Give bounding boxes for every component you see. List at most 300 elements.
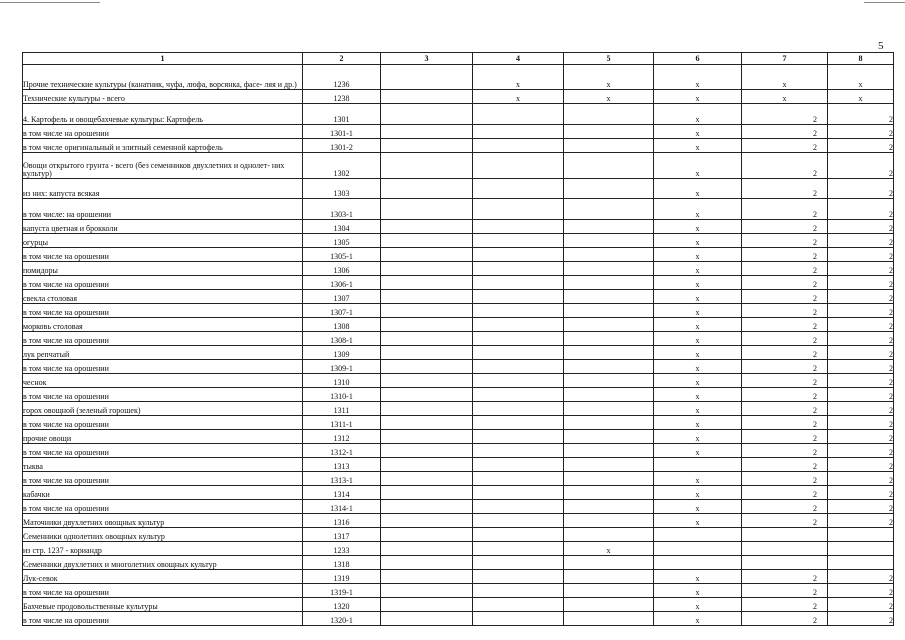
- cell-col6: x: [654, 584, 742, 598]
- row-label: в том числе на орошении: [23, 472, 303, 486]
- row-code: 1311-1: [303, 416, 381, 430]
- cell-col4: [473, 416, 564, 430]
- table-row: [23, 199, 894, 220]
- cell-col6: x: [654, 500, 742, 514]
- table-row: [23, 360, 894, 374]
- cell-col5: [564, 290, 654, 304]
- table-row: [23, 220, 894, 234]
- cell-col4: [473, 276, 564, 290]
- cell-col8: 2: [828, 199, 894, 220]
- cell-col7: 2: [742, 402, 828, 416]
- row-label: свекла столовая: [23, 290, 303, 304]
- cell-col4: [473, 234, 564, 248]
- cell-col5: [564, 514, 654, 528]
- row-label: прочие овощи: [23, 430, 303, 444]
- cell-col6: [654, 542, 742, 556]
- cell-col7: 2: [742, 139, 828, 153]
- cell-col7: 2: [742, 458, 828, 472]
- table-row: [23, 104, 894, 125]
- row-code: 1301: [303, 104, 381, 125]
- cell-col6: x: [654, 304, 742, 318]
- cell-col7: x: [742, 90, 828, 104]
- cell-col6: x: [654, 125, 742, 139]
- cell-col5: [564, 332, 654, 346]
- cell-col8: [828, 542, 894, 556]
- cell-col6: x: [654, 220, 742, 234]
- column-header: 8: [828, 53, 894, 65]
- cell-col7: 2: [742, 179, 828, 199]
- cell-col6: x: [654, 318, 742, 332]
- cell-col6: x: [654, 486, 742, 500]
- table-row: [23, 430, 894, 444]
- table-row: [23, 542, 894, 556]
- column-number-row: [23, 53, 894, 65]
- cell-col6: x: [654, 262, 742, 276]
- row-code: 1301-2: [303, 139, 381, 153]
- row-code: 1310: [303, 374, 381, 388]
- cell-col3: [381, 570, 473, 584]
- cell-col7: 2: [742, 199, 828, 220]
- cell-col5: [564, 248, 654, 262]
- cell-col8: 2: [828, 179, 894, 199]
- cell-col3: [381, 416, 473, 430]
- cell-col8: 2: [828, 584, 894, 598]
- cell-col4: [473, 220, 564, 234]
- cell-col8: 2: [828, 290, 894, 304]
- cell-col4: [473, 388, 564, 402]
- cell-col8: 2: [828, 276, 894, 290]
- cell-col6: [654, 528, 742, 542]
- cell-col7: 2: [742, 125, 828, 139]
- cell-col4: [473, 346, 564, 360]
- row-code: 1236: [303, 65, 381, 90]
- cell-col8: 2: [828, 612, 894, 626]
- cell-col5: [564, 402, 654, 416]
- cell-col3: [381, 179, 473, 199]
- column-header: 2: [303, 53, 381, 65]
- cell-col3: [381, 304, 473, 318]
- table-row: [23, 276, 894, 290]
- cell-col8: 2: [828, 104, 894, 125]
- cell-col7: [742, 542, 828, 556]
- cell-col7: 2: [742, 374, 828, 388]
- row-label: Бахчевые продовольственные культуры: [23, 598, 303, 612]
- cell-col4: [473, 556, 564, 570]
- row-label: горох овощной (зеленый горошек): [23, 402, 303, 416]
- cell-col4: [473, 514, 564, 528]
- cell-col3: [381, 360, 473, 374]
- cell-col3: [381, 598, 473, 612]
- cell-col8: 2: [828, 416, 894, 430]
- table-row: [23, 318, 894, 332]
- table-row: [23, 528, 894, 542]
- table-row: [23, 125, 894, 139]
- cell-col8: 2: [828, 570, 894, 584]
- column-header: 4: [473, 53, 564, 65]
- table-row: [23, 598, 894, 612]
- cell-col3: [381, 612, 473, 626]
- cell-col5: [564, 430, 654, 444]
- page-number: 5: [878, 40, 884, 52]
- cell-col3: [381, 430, 473, 444]
- row-label: морковь столовая: [23, 318, 303, 332]
- cell-col5: [564, 304, 654, 318]
- table-row: [23, 612, 894, 626]
- cell-col4: [473, 500, 564, 514]
- cell-col5: x: [564, 65, 654, 90]
- cell-col8: 2: [828, 514, 894, 528]
- cell-col3: [381, 104, 473, 125]
- cell-col6: x: [654, 234, 742, 248]
- row-code: 1320: [303, 598, 381, 612]
- row-label: огурцы: [23, 234, 303, 248]
- cell-col4: [473, 262, 564, 276]
- cell-col6: x: [654, 388, 742, 402]
- cell-col7: 2: [742, 276, 828, 290]
- column-header: 3: [381, 53, 473, 65]
- cell-col8: 2: [828, 388, 894, 402]
- cell-col4: [473, 542, 564, 556]
- table-row: [23, 570, 894, 584]
- cell-col4: [473, 153, 564, 179]
- cell-col6: x: [654, 360, 742, 374]
- row-label: в том числе на орошении: [23, 612, 303, 626]
- cell-col4: [473, 402, 564, 416]
- row-code: 1307-1: [303, 304, 381, 318]
- cell-col8: 2: [828, 139, 894, 153]
- table-row: [23, 332, 894, 346]
- cell-col3: [381, 125, 473, 139]
- row-code: 1304: [303, 220, 381, 234]
- cell-col8: 2: [828, 248, 894, 262]
- cell-col3: [381, 556, 473, 570]
- cell-col7: 2: [742, 304, 828, 318]
- cell-col8: 2: [828, 304, 894, 318]
- cell-col6: x: [654, 65, 742, 90]
- row-label: в том числе на орошении: [23, 388, 303, 402]
- cell-col4: [473, 199, 564, 220]
- row-code: 1309-1: [303, 360, 381, 374]
- cell-col4: [473, 570, 564, 584]
- cell-col5: [564, 598, 654, 612]
- cell-col4: [473, 360, 564, 374]
- cell-col4: [473, 486, 564, 500]
- cell-col5: [564, 125, 654, 139]
- row-label: тыква: [23, 458, 303, 472]
- cell-col6: x: [654, 139, 742, 153]
- cell-col5: [564, 262, 654, 276]
- cell-col7: 2: [742, 388, 828, 402]
- report-table: [22, 52, 894, 626]
- table-row: [23, 234, 894, 248]
- row-label: Маточники двухлетних овощных культур: [23, 514, 303, 528]
- cell-col5: [564, 179, 654, 199]
- cell-col5: [564, 104, 654, 125]
- cell-col7: 2: [742, 612, 828, 626]
- cell-col5: [564, 234, 654, 248]
- table-row: [23, 290, 894, 304]
- cell-col7: 2: [742, 486, 828, 500]
- row-code: 1303-1: [303, 199, 381, 220]
- cell-col5: [564, 500, 654, 514]
- cell-col6: x: [654, 612, 742, 626]
- cell-col8: 2: [828, 472, 894, 486]
- cell-col5: [564, 346, 654, 360]
- table-row: [23, 514, 894, 528]
- cell-col7: 2: [742, 416, 828, 430]
- row-code: 1319: [303, 570, 381, 584]
- table-row: [23, 556, 894, 570]
- row-code: 1308-1: [303, 332, 381, 346]
- cell-col4: [473, 290, 564, 304]
- cell-col7: x: [742, 65, 828, 90]
- cell-col7: 2: [742, 332, 828, 346]
- cell-col6: x: [654, 570, 742, 584]
- cell-col5: [564, 486, 654, 500]
- cell-col3: [381, 220, 473, 234]
- cell-col8: 2: [828, 346, 894, 360]
- row-label: в том числе на орошении: [23, 584, 303, 598]
- cell-col7: 2: [742, 430, 828, 444]
- table-row: [23, 90, 894, 104]
- cell-col8: 2: [828, 430, 894, 444]
- table-row: [23, 179, 894, 199]
- cell-col3: [381, 90, 473, 104]
- column-header: 7: [742, 53, 828, 65]
- row-label: в том числе на орошении: [23, 304, 303, 318]
- cell-col5: [564, 199, 654, 220]
- cell-col4: [473, 458, 564, 472]
- cell-col6: x: [654, 416, 742, 430]
- table-row: [23, 346, 894, 360]
- cell-col6: [654, 556, 742, 570]
- cell-col6: x: [654, 90, 742, 104]
- cell-col8: 2: [828, 360, 894, 374]
- cell-col7: 2: [742, 346, 828, 360]
- cell-col8: [828, 528, 894, 542]
- cell-col6: x: [654, 248, 742, 262]
- cell-col6: x: [654, 598, 742, 612]
- cell-col3: [381, 248, 473, 262]
- cell-col5: x: [564, 90, 654, 104]
- cell-col3: [381, 346, 473, 360]
- cell-col4: [473, 125, 564, 139]
- table-row: [23, 500, 894, 514]
- cell-col7: 2: [742, 234, 828, 248]
- cell-col4: [473, 318, 564, 332]
- cell-col3: [381, 500, 473, 514]
- cell-col3: [381, 514, 473, 528]
- row-code: 1308: [303, 318, 381, 332]
- table-row: [23, 584, 894, 598]
- cell-col8: [828, 556, 894, 570]
- row-code: 1306: [303, 262, 381, 276]
- row-label: в том числе на орошении: [23, 248, 303, 262]
- cell-col6: x: [654, 346, 742, 360]
- row-label: в том числе: на орошении: [23, 199, 303, 220]
- table-row: [23, 486, 894, 500]
- row-label: капуста цветная и брокколи: [23, 220, 303, 234]
- row-code: 1307: [303, 290, 381, 304]
- row-code: 1306-1: [303, 276, 381, 290]
- cell-col5: [564, 153, 654, 179]
- row-code: 1238: [303, 90, 381, 104]
- row-code: 1311: [303, 402, 381, 416]
- cell-col3: [381, 234, 473, 248]
- cell-col7: 2: [742, 262, 828, 276]
- cell-col3: [381, 444, 473, 458]
- cell-col4: x: [473, 90, 564, 104]
- cell-col7: 2: [742, 153, 828, 179]
- cell-col8: 2: [828, 486, 894, 500]
- top-rule-left: [0, 2, 100, 3]
- cell-col3: [381, 290, 473, 304]
- cell-col7: 2: [742, 570, 828, 584]
- row-label: 4. Картофель и овощебахчевые культуры: Картофель: [23, 104, 303, 125]
- cell-col5: [564, 139, 654, 153]
- cell-col5: [564, 444, 654, 458]
- row-code: 1317: [303, 528, 381, 542]
- cell-col6: x: [654, 179, 742, 199]
- row-code: 1305: [303, 234, 381, 248]
- cell-col3: [381, 318, 473, 332]
- cell-col4: [473, 598, 564, 612]
- row-code: 1301-1: [303, 125, 381, 139]
- table-row: [23, 248, 894, 262]
- table-row: [23, 139, 894, 153]
- row-label: Овощи открытого грунта - всего (без семенников двухлетних и однолет- них культур): [23, 153, 303, 179]
- table-row: [23, 153, 894, 179]
- cell-col8: x: [828, 90, 894, 104]
- cell-col6: x: [654, 430, 742, 444]
- table-row: [23, 374, 894, 388]
- row-label: в том числе на орошении: [23, 444, 303, 458]
- cell-col7: 2: [742, 290, 828, 304]
- row-code: 1302: [303, 153, 381, 179]
- row-code: 1313-1: [303, 472, 381, 486]
- cell-col4: [473, 430, 564, 444]
- cell-col7: 2: [742, 514, 828, 528]
- column-header: 5: [564, 53, 654, 65]
- cell-col3: [381, 199, 473, 220]
- cell-col7: [742, 528, 828, 542]
- row-label: в том числе на орошении: [23, 416, 303, 430]
- cell-col7: 2: [742, 360, 828, 374]
- cell-col3: [381, 388, 473, 402]
- cell-col5: [564, 388, 654, 402]
- cell-col3: [381, 458, 473, 472]
- cell-col8: 2: [828, 444, 894, 458]
- cell-col7: 2: [742, 248, 828, 262]
- row-code: 1312-1: [303, 444, 381, 458]
- cell-col8: 2: [828, 318, 894, 332]
- cell-col6: [654, 458, 742, 472]
- row-label: лук репчатый: [23, 346, 303, 360]
- table-row: [23, 388, 894, 402]
- cell-col4: [473, 304, 564, 318]
- cell-col4: [473, 374, 564, 388]
- cell-col6: x: [654, 514, 742, 528]
- row-code: 1316: [303, 514, 381, 528]
- cell-col5: [564, 360, 654, 374]
- row-code: 1320-1: [303, 612, 381, 626]
- top-rule-right: [864, 2, 905, 3]
- cell-col8: 2: [828, 234, 894, 248]
- cell-col6: x: [654, 199, 742, 220]
- cell-col3: [381, 139, 473, 153]
- column-header: 1: [23, 53, 303, 65]
- row-code: 1319-1: [303, 584, 381, 598]
- cell-col8: 2: [828, 500, 894, 514]
- row-code: 1314-1: [303, 500, 381, 514]
- table-row: [23, 444, 894, 458]
- row-label: в том числе на орошении: [23, 276, 303, 290]
- cell-col7: 2: [742, 598, 828, 612]
- cell-col3: [381, 402, 473, 416]
- cell-col7: 2: [742, 472, 828, 486]
- cell-col3: [381, 584, 473, 598]
- row-label: Технические культуры - всего: [23, 90, 303, 104]
- cell-col5: [564, 472, 654, 486]
- cell-col6: x: [654, 444, 742, 458]
- cell-col6: x: [654, 402, 742, 416]
- row-label: чеснок: [23, 374, 303, 388]
- cell-col6: x: [654, 153, 742, 179]
- column-header: 6: [654, 53, 742, 65]
- cell-col6: x: [654, 374, 742, 388]
- cell-col5: [564, 374, 654, 388]
- cell-col3: [381, 65, 473, 90]
- cell-col8: 2: [828, 402, 894, 416]
- cell-col3: [381, 153, 473, 179]
- cell-col8: x: [828, 65, 894, 90]
- cell-col4: [473, 612, 564, 626]
- cell-col8: 2: [828, 153, 894, 179]
- cell-col5: [564, 276, 654, 290]
- cell-col5: [564, 318, 654, 332]
- table-row: [23, 416, 894, 430]
- cell-col5: x: [564, 542, 654, 556]
- cell-col3: [381, 332, 473, 346]
- cell-col6: x: [654, 290, 742, 304]
- cell-col7: 2: [742, 584, 828, 598]
- cell-col4: [473, 332, 564, 346]
- cell-col4: [473, 444, 564, 458]
- row-code: 1303: [303, 179, 381, 199]
- cell-col5: [564, 612, 654, 626]
- row-code: 1309: [303, 346, 381, 360]
- cell-col7: 2: [742, 500, 828, 514]
- cell-col6: x: [654, 276, 742, 290]
- cell-col6: x: [654, 472, 742, 486]
- row-label: в том числе на орошении: [23, 360, 303, 374]
- cell-col7: [742, 556, 828, 570]
- cell-col8: 2: [828, 220, 894, 234]
- row-code: 1305-1: [303, 248, 381, 262]
- cell-col7: 2: [742, 444, 828, 458]
- row-code: 1314: [303, 486, 381, 500]
- table-row: [23, 402, 894, 416]
- cell-col8: 2: [828, 332, 894, 346]
- cell-col7: 2: [742, 220, 828, 234]
- cell-col5: [564, 220, 654, 234]
- cell-col8: 2: [828, 374, 894, 388]
- cell-col3: [381, 276, 473, 290]
- cell-col8: 2: [828, 458, 894, 472]
- row-label: помидоры: [23, 262, 303, 276]
- row-code: 1313: [303, 458, 381, 472]
- cell-col4: [473, 248, 564, 262]
